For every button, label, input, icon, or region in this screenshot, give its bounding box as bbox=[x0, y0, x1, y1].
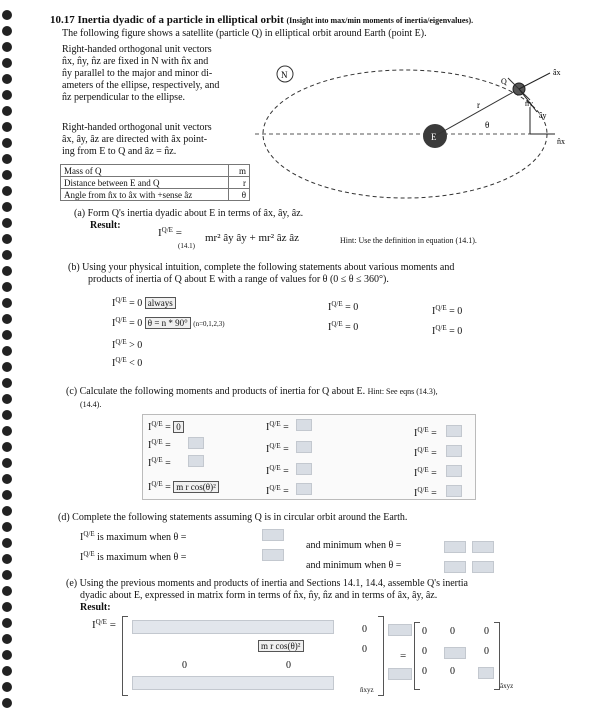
binding-ring bbox=[2, 586, 12, 596]
problem-intro: The following figure shows a satellite (particle Q) in elliptical orbit around Earth (point E). bbox=[62, 28, 427, 39]
part-a-expression: mr² ây ây + mr² âz âz bbox=[205, 232, 300, 244]
part-b-right2: $I^{Q/E} = 0$ bbox=[432, 324, 463, 337]
binding-ring bbox=[2, 266, 12, 276]
binding-ring bbox=[2, 170, 12, 180]
binding-ring bbox=[2, 538, 12, 548]
part-d-max1-blank[interactable] bbox=[262, 529, 284, 541]
part-b-text2: products of inertia of Q about E with a range of values for θ (0 ≤ θ ≤ 360°). bbox=[88, 274, 389, 285]
table-row: Mass of Q m bbox=[61, 165, 250, 177]
part-e-text2: dyadic about E, expressed in matrix form in terms of n̂x, n̂y, n̂z and in terms of âx, ây, âz. bbox=[80, 590, 438, 601]
binding-ring bbox=[2, 474, 12, 484]
binding-ring bbox=[2, 298, 12, 308]
n-matrix-entry: 0 bbox=[182, 660, 187, 671]
r-label: r bbox=[477, 100, 480, 110]
part-c-i-zz: $I^{Q/E}$ = bbox=[148, 456, 171, 469]
binding-ring bbox=[2, 218, 12, 228]
binding-ring bbox=[2, 346, 12, 356]
part-d-text: (d) Complete the following statements assuming Q is in circular orbit around the Earth. bbox=[58, 512, 408, 523]
binding-ring bbox=[2, 394, 12, 404]
binding-ring bbox=[2, 682, 12, 692]
binding-ring bbox=[2, 426, 12, 436]
binding-ring bbox=[2, 410, 12, 420]
binding-ring bbox=[2, 26, 12, 36]
binding-ring bbox=[2, 122, 12, 132]
part-c-i-xx: $I^{Q/E} = 0$ bbox=[148, 418, 184, 434]
a-matrix-entry: 0 bbox=[450, 666, 455, 677]
ax-arrow bbox=[519, 73, 550, 89]
part-e-lhs: $I^{Q/E}$ = bbox=[92, 618, 116, 631]
binding-ring bbox=[2, 522, 12, 532]
binding-ring bbox=[2, 634, 12, 644]
binding-ring bbox=[2, 458, 12, 468]
part-d-line2: $I^{Q/E}$ is maximum when θ = bbox=[80, 550, 187, 563]
part-c-blank-nn[interactable] bbox=[446, 485, 462, 497]
n-matrix-entry: 0 bbox=[362, 644, 367, 655]
binding-ring bbox=[2, 202, 12, 212]
part-e-mid-blank1[interactable] bbox=[388, 624, 412, 636]
binding-ring bbox=[2, 506, 12, 516]
part-b-row3: $I^{Q/E} > 0$ bbox=[112, 338, 143, 351]
binding-ring bbox=[2, 106, 12, 116]
binding-ring bbox=[2, 42, 12, 52]
part-a-lhs: $I^{Q/E}$ = bbox=[158, 226, 182, 239]
earth-label: E bbox=[431, 132, 437, 142]
binding-ring bbox=[2, 186, 12, 196]
a-matrix-entry: 0 bbox=[484, 646, 489, 657]
part-b-row2: $I^{Q/E} = 0$ θ = n * 90° (n=0,1,2,3) bbox=[112, 316, 225, 329]
quantity-table bbox=[60, 164, 250, 201]
part-a-hint: Hint: Use the definition in equation (14.1). bbox=[340, 236, 477, 245]
part-c-text: (c) Calculate the following moments and products of inertia for Q about E. Hint: See eqns (14.3), bbox=[66, 386, 438, 397]
part-b-answer-always[interactable]: always bbox=[145, 297, 176, 309]
spiral-binding bbox=[0, 0, 16, 700]
n-matrix-center: m r cos(θ)² bbox=[258, 640, 304, 653]
ny-label: n̂y bbox=[525, 99, 533, 108]
part-d-min1: and minimum when θ = bbox=[306, 540, 402, 551]
radius-line bbox=[435, 90, 517, 136]
a-matrix-entry: 0 bbox=[450, 626, 455, 637]
part-c-blank-yz[interactable] bbox=[296, 441, 312, 453]
q-label: Q bbox=[501, 77, 507, 86]
binding-ring bbox=[2, 234, 12, 244]
problem-title: 10.17 Inertia dyadic of a particle in elliptical orbit (Insight into max/min moments of inertia/eigenvalues). bbox=[50, 14, 474, 26]
part-e-result-label: Result: bbox=[80, 602, 111, 613]
binding-ring bbox=[2, 490, 12, 500]
binding-ring bbox=[2, 554, 12, 564]
binding-ring bbox=[2, 74, 12, 84]
part-c-i-xy: $I^{Q/E}$ = bbox=[266, 420, 289, 433]
nx-label: n̂x bbox=[557, 137, 565, 146]
binding-ring bbox=[2, 362, 12, 372]
part-b-row4: $I^{Q/E} < 0$ bbox=[112, 356, 143, 369]
binding-ring bbox=[2, 90, 12, 100]
orbit-figure bbox=[255, 48, 600, 208]
part-d-line1: $I^{Q/E}$ is maximum when θ = bbox=[80, 530, 187, 543]
part-c-blank-xz[interactable] bbox=[446, 425, 462, 437]
frame-n-label: N bbox=[281, 70, 288, 80]
part-a-eq-ref: (14.1) bbox=[178, 242, 195, 250]
binding-ring bbox=[2, 138, 12, 148]
part-c-i-xy2: $I^{Q/E}$ = bbox=[266, 464, 289, 477]
part-c-i-yy: $I^{Q/E}$ = bbox=[148, 438, 171, 451]
part-b-answer-theta[interactable]: θ = n * 90° bbox=[145, 317, 191, 329]
a-matrix-subscript: âxyz bbox=[500, 682, 514, 690]
a-matrix-entry: 0 bbox=[422, 646, 427, 657]
binding-ring bbox=[2, 442, 12, 452]
a-matrix-entry: 0 bbox=[422, 626, 427, 637]
part-c-i-yx: $I^{Q/E}$ = bbox=[266, 484, 289, 497]
part-d-min2-blank[interactable] bbox=[444, 561, 466, 573]
part-b-right1: $I^{Q/E} = 0$ bbox=[432, 304, 463, 317]
a-matrix-left-bracket bbox=[414, 622, 420, 690]
part-e-equals: = bbox=[400, 650, 407, 662]
binding-ring bbox=[2, 282, 12, 292]
table-row: Angle from n̂x to âx with +sense âz θ bbox=[61, 189, 250, 201]
binding-ring bbox=[2, 10, 12, 20]
ay-label: ây bbox=[539, 111, 547, 120]
part-c-blank-xy[interactable] bbox=[296, 419, 312, 431]
a-matrix-entry: 0 bbox=[484, 626, 489, 637]
a-matrix-right-bracket bbox=[494, 622, 500, 690]
binding-ring bbox=[2, 570, 12, 580]
n-matrix-row1-blank[interactable] bbox=[132, 620, 334, 634]
part-b-row1: $I^{Q/E} = 0$ always bbox=[112, 294, 176, 310]
a-matrix-blank-corner[interactable] bbox=[478, 667, 494, 679]
binding-ring bbox=[2, 314, 12, 324]
part-b-mid2: $I^{Q/E} = 0$ bbox=[328, 320, 359, 333]
part-d-max2-blank[interactable] bbox=[262, 549, 284, 561]
part-e-mid-blank2[interactable] bbox=[388, 668, 412, 680]
part-d-min1-blank[interactable] bbox=[444, 541, 466, 553]
n-matrix-entry: 0 bbox=[286, 660, 291, 671]
part-c-hint2: (14.4). bbox=[80, 400, 102, 409]
n-matrix-entry: 0 bbox=[362, 624, 367, 635]
part-e-text: (e) Using the previous moments and products of inertia and Sections 14.1, 14.4, assemble Q's inertia bbox=[66, 578, 468, 589]
table-row: Distance between E and Q r bbox=[61, 177, 250, 189]
n-matrix-left-bracket bbox=[122, 616, 128, 696]
binding-ring bbox=[2, 378, 12, 388]
binding-ring bbox=[2, 250, 12, 260]
n-matrix-right-bracket bbox=[378, 616, 384, 696]
part-c-blank-xy2[interactable] bbox=[296, 463, 312, 475]
n-matrix-subscript: n̂xyz bbox=[360, 686, 374, 694]
part-c-i-xz: $I^{Q/E}$ = bbox=[414, 426, 437, 439]
part-a-result-label: Result: bbox=[90, 220, 121, 231]
binding-ring bbox=[2, 58, 12, 68]
binding-ring bbox=[2, 618, 12, 628]
binding-ring bbox=[2, 666, 12, 676]
part-c-i-zx: $I^{Q/E}$ = bbox=[414, 446, 437, 459]
a-matrix-blank-center[interactable] bbox=[444, 647, 466, 659]
a-basis-description: Right-handed orthogonal unit vectors âx, ây, âz are directed with âx point- ing from E to Q and âz = n̂z. bbox=[62, 122, 212, 157]
part-d-min1-blank2[interactable] bbox=[472, 541, 494, 553]
binding-ring bbox=[2, 650, 12, 660]
part-d-min2: and minimum when θ = bbox=[306, 560, 402, 571]
part-c-blank-yx[interactable] bbox=[296, 483, 312, 495]
part-c-blank-yy[interactable] bbox=[188, 437, 204, 449]
part-c-blank-zz[interactable] bbox=[188, 455, 204, 467]
part-c-i-yy2: $I^{Q/E} = m$ r cos(θ)² bbox=[148, 478, 219, 494]
binding-ring bbox=[2, 154, 12, 164]
part-c-answer-cos[interactable]: m r cos(θ)² bbox=[173, 481, 219, 493]
part-d-min2-blank2[interactable] bbox=[472, 561, 494, 573]
part-a-text: (a) Form Q's inertia dyadic about E in terms of âx, ây, âz. bbox=[74, 208, 304, 219]
part-c-i-zy: $I^{Q/E}$ = bbox=[414, 466, 437, 479]
part-c-i-nn: $I^{Q/E}$ = bbox=[414, 486, 437, 499]
n-matrix-row3-blank[interactable] bbox=[132, 676, 334, 690]
part-b-mid1: $I^{Q/E} = 0$ bbox=[328, 300, 359, 313]
part-c-i-yz: $I^{Q/E}$ = bbox=[266, 442, 289, 455]
n-basis-description: Right-handed orthogonal unit vectors n̂x, n̂y, n̂z are fixed in N with n̂x and n̂y parallel to the major and minor di- ameters of the ellipse, respectively, and n̂z perpendicular to the ellipse. bbox=[62, 44, 220, 103]
part-c-blank-zy[interactable] bbox=[446, 465, 462, 477]
part-c-answer-xx[interactable]: 0 bbox=[173, 421, 184, 433]
theta-label: θ bbox=[485, 120, 490, 130]
binding-ring bbox=[2, 602, 12, 612]
part-b-text: (b) Using your physical intuition, complete the following statements about various moments and bbox=[68, 262, 455, 273]
binding-ring bbox=[2, 330, 12, 340]
part-c-blank-zx[interactable] bbox=[446, 445, 462, 457]
a-matrix-entry: 0 bbox=[422, 666, 427, 677]
ax-label: âx bbox=[553, 68, 561, 77]
